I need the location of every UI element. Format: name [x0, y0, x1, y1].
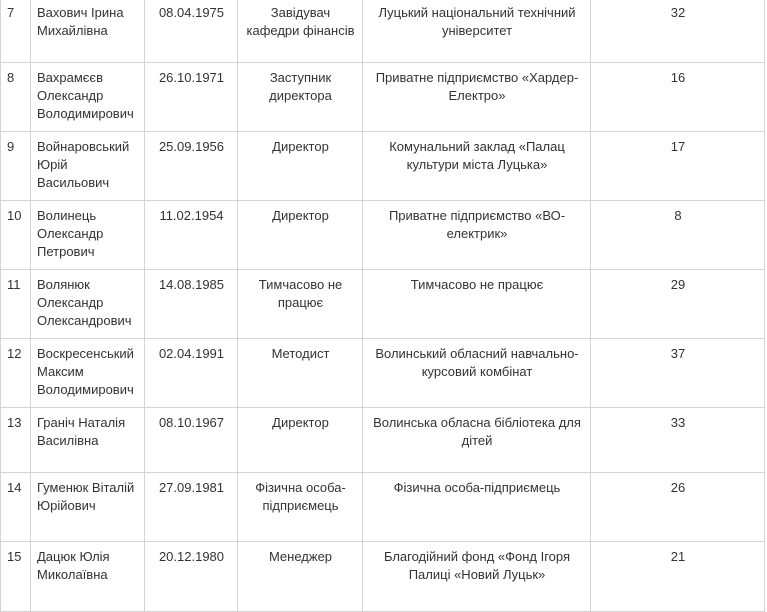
- row-number: 12: [1, 339, 31, 408]
- birth-date: 26.10.1971: [145, 63, 238, 132]
- workplace: Комунальний заклад «Палац культури міста Луцька»: [363, 132, 591, 201]
- row-number: 7: [1, 0, 31, 63]
- row-value: 37: [591, 339, 765, 408]
- workplace: Приватне підприємство «ВО-електрик»: [363, 201, 591, 270]
- row-value: 21: [591, 542, 765, 612]
- person-name: Дацюк Юлія Миколаївна: [31, 542, 145, 612]
- row-value: 26: [591, 473, 765, 542]
- person-name: Воскресенський Максим Володимирович: [31, 339, 145, 408]
- workplace: Фізична особа-підприємець: [363, 473, 591, 542]
- row-value: 17: [591, 132, 765, 201]
- workplace: Луцький національний технічний університет: [363, 0, 591, 63]
- row-value: 16: [591, 63, 765, 132]
- person-name: Вахович Ірина Михайлівна: [31, 0, 145, 63]
- row-value: 32: [591, 0, 765, 63]
- table-row: [1, 63, 765, 132]
- position: Директор: [238, 132, 363, 201]
- position: Директор: [238, 201, 363, 270]
- position: Фізична особа-підприємець: [238, 473, 363, 542]
- table-row: [1, 270, 765, 339]
- row-number: 14: [1, 473, 31, 542]
- table-row: [1, 339, 765, 408]
- birth-date: 20.12.1980: [145, 542, 238, 612]
- table-row: [1, 0, 765, 63]
- position: Тимчасово не працює: [238, 270, 363, 339]
- row-value: 29: [591, 270, 765, 339]
- workplace: Волинський обласний навчально-курсовий комбінат: [363, 339, 591, 408]
- birth-date: 11.02.1954: [145, 201, 238, 270]
- row-number: 15: [1, 542, 31, 612]
- birth-date: 25.09.1956: [145, 132, 238, 201]
- birth-date: 27.09.1981: [145, 473, 238, 542]
- row-number: 9: [1, 132, 31, 201]
- row-number: 10: [1, 201, 31, 270]
- person-name: Войнаровський Юрій Васильович: [31, 132, 145, 201]
- position: Директор: [238, 408, 363, 473]
- workplace: Тимчасово не працює: [363, 270, 591, 339]
- workplace: Приватне підприємство «Хардер-Електро»: [363, 63, 591, 132]
- position: Заступник директора: [238, 63, 363, 132]
- row-value: 8: [591, 201, 765, 270]
- table-row: [1, 201, 765, 270]
- person-name: Вахрамєєв Олександр Володимирович: [31, 63, 145, 132]
- row-number: 8: [1, 63, 31, 132]
- row-number: 13: [1, 408, 31, 473]
- workplace: Благодійний фонд «Фонд Ігоря Палиці «Новий Луцьк»: [363, 542, 591, 612]
- row-number: 11: [1, 270, 31, 339]
- position: Методист: [238, 339, 363, 408]
- row-value: 33: [591, 408, 765, 473]
- person-name: Граніч Наталія Василівна: [31, 408, 145, 473]
- person-name: Волинець Олександр Петрович: [31, 201, 145, 270]
- birth-date: 14.08.1985: [145, 270, 238, 339]
- position: Менеджер: [238, 542, 363, 612]
- birth-date: 08.10.1967: [145, 408, 238, 473]
- person-name: Гуменюк Віталій Юрійович: [31, 473, 145, 542]
- position: Завідувач кафедри фінансів: [238, 0, 363, 63]
- table-row: [1, 132, 765, 201]
- table-row: [1, 473, 765, 542]
- birth-date: 02.04.1991: [145, 339, 238, 408]
- table-row: [1, 408, 765, 473]
- birth-date: 08.04.1975: [145, 0, 238, 63]
- person-name: Волянюк Олександр Олександрович: [31, 270, 145, 339]
- table-row: [1, 542, 765, 612]
- workplace: Волинська обласна бібліотека для дітей: [363, 408, 591, 473]
